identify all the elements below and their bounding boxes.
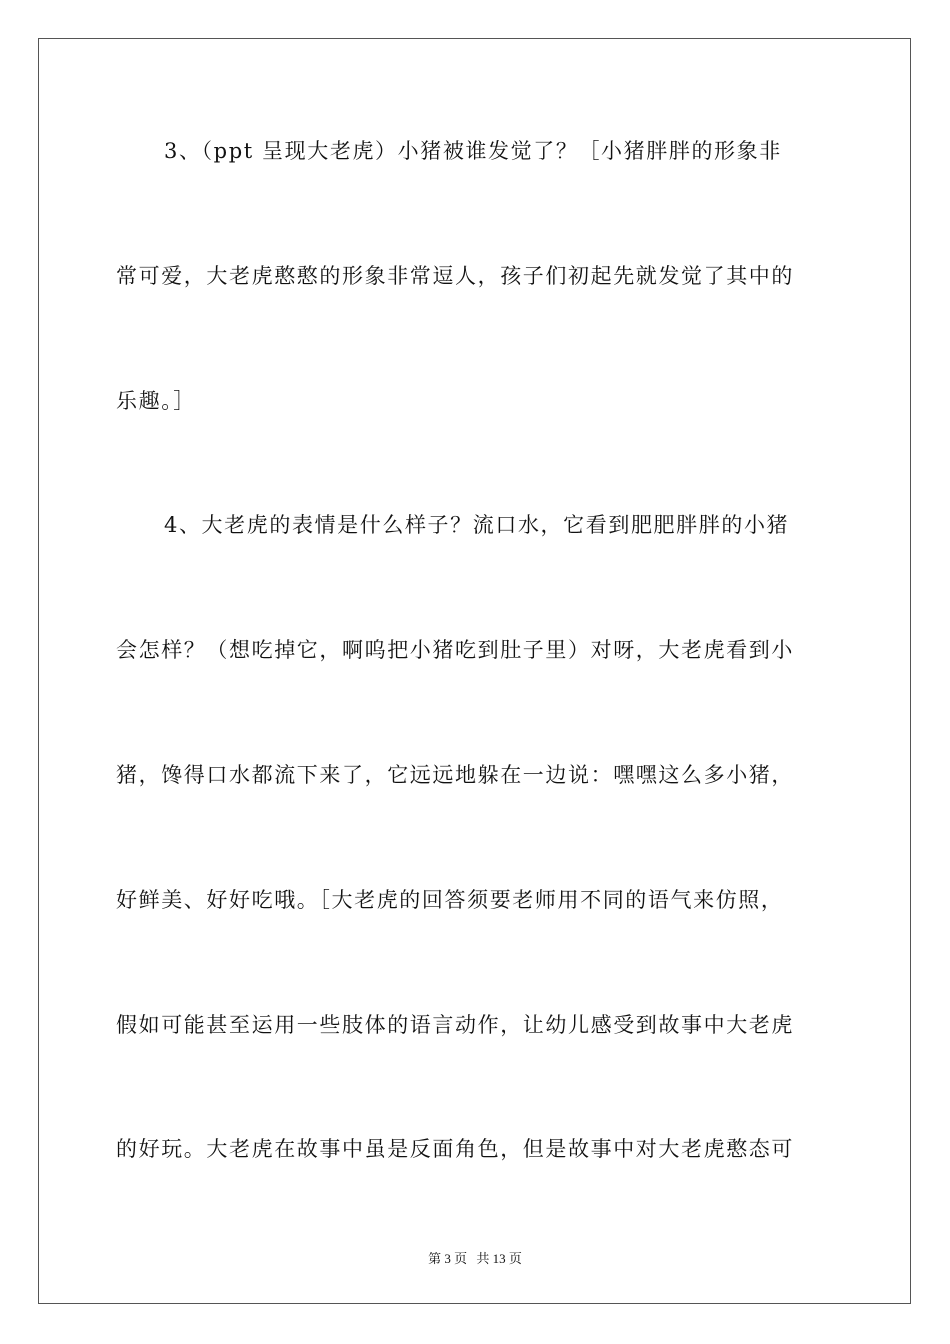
paragraph-2-line-3: 猪，馋得口水都流下来了，它远远地躲在一边说：嘿嘿这么多小猪， <box>116 763 794 787</box>
paragraph-1-line-1: 3、（ppt 呈现大老虎）小猪被谁发觉了？［小猪胖胖的形象非 <box>164 139 782 163</box>
total-pages: 共 13 页 <box>476 1251 522 1266</box>
paragraph-2-line-5: 假如可能甚至运用一些肢体的语言动作，让幼儿感受到故事中大老虎 <box>116 1013 794 1037</box>
paragraph-1-line-3: 乐趣。］ <box>116 389 196 413</box>
paragraph-2-line-6: 的好玩。大老虎在故事中虽是反面角色，但是故事中对大老虎憨态可 <box>116 1137 794 1161</box>
paragraph-2-line-2: 会怎样？（想吃掉它，啊呜把小猪吃到肚子里）对呀，大老虎看到小 <box>116 638 794 662</box>
page-number: 第 3 页 <box>428 1251 468 1266</box>
paragraph-2-line-4: 好鲜美、好好吃哦。［大老虎的回答须要老师用不同的语气来仿照， <box>116 888 784 912</box>
page-footer <box>0 1248 950 1267</box>
page-border <box>38 38 911 1304</box>
paragraph-2-line-1: 4、大老虎的表情是什么样子？流口水，它看到肥肥胖胖的小猪 <box>164 513 790 537</box>
paragraph-1-line-2: 常可爱，大老虎憨憨的形象非常逗人，孩子们初起先就发觉了其中的 <box>116 264 794 288</box>
